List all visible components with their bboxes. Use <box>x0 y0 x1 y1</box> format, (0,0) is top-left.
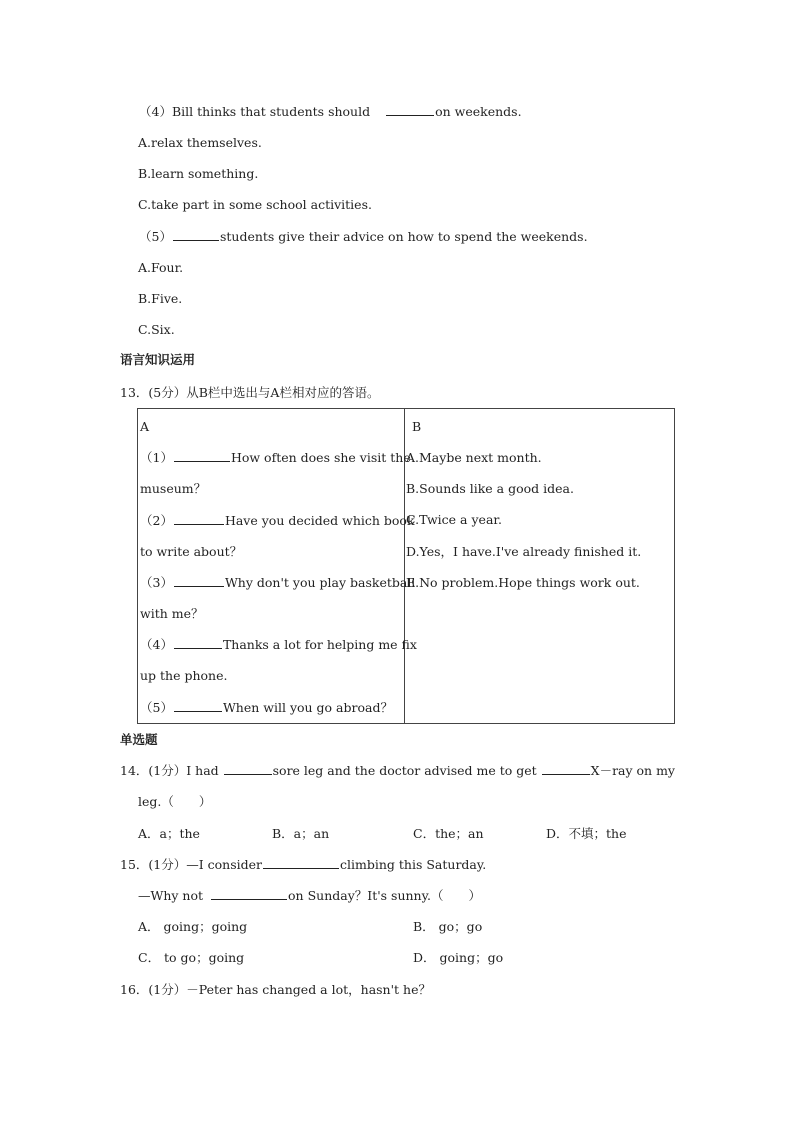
section-heading-language: 语言知识运用 <box>120 352 196 367</box>
q12-sub5-option-a: A.Four. <box>138 260 184 275</box>
column-a-header: A <box>140 419 150 434</box>
q15-option-d[interactable]: D． going；go <box>413 950 504 965</box>
b-item-d: D.Yes，I have.I've already finished it. <box>406 544 642 559</box>
q14-option-d[interactable]: D．不填；the <box>546 826 627 841</box>
answer-blank[interactable] <box>174 700 222 712</box>
q12-sub4-option-a: A.relax themselves. <box>138 135 262 150</box>
answer-blank[interactable] <box>386 104 434 116</box>
answer-blank[interactable] <box>174 450 230 462</box>
a-item-4-line1: （4） Thanks a lot for helping me fix <box>140 637 417 652</box>
answer-blank[interactable] <box>224 763 272 775</box>
answer-blank[interactable] <box>174 575 224 587</box>
q15-stem-line1: 15．(1分）—I consider climbing this Saturday. <box>120 857 487 872</box>
q15-option-a[interactable]: A． going；going <box>138 919 248 934</box>
q12-sub4-stem: （4）Bill thinks that students should on weekends. <box>139 104 522 119</box>
b-item-a: A.Maybe next month. <box>406 450 542 465</box>
q12-sub5-option-b: B.Five. <box>138 291 183 306</box>
answer-blank[interactable] <box>173 229 219 241</box>
answer-blank[interactable] <box>263 857 339 869</box>
q12-sub4-option-b: B.learn something. <box>138 166 259 181</box>
a-item-2-line1: （2） Have you decided which book <box>140 513 415 528</box>
q15-option-c[interactable]: C． to go；going <box>138 950 245 965</box>
q12-sub5-option-c: C.Six. <box>138 322 175 337</box>
answer-blank[interactable] <box>174 637 222 649</box>
q14-option-b[interactable]: B．a；an <box>272 826 330 841</box>
q12-sub5-stem: （5） students give their advice on how to spend the weekends. <box>139 229 588 244</box>
column-b-header: B <box>412 419 422 434</box>
a-item-1-line1: （1） How often does she visit the <box>140 450 411 465</box>
q15-stem-line2: —Why not on Sunday？It's sunny.（ ） <box>138 888 481 903</box>
b-item-c: C.Twice a year. <box>406 512 502 527</box>
b-item-e: E.No problem.Hope things work out. <box>406 575 640 590</box>
answer-blank[interactable] <box>542 763 590 775</box>
a-item-3-line1: （3） Why don't you play basketball <box>140 575 416 590</box>
b-item-b: B.Sounds like a good idea. <box>406 481 574 496</box>
q14-option-a[interactable]: A．a；the <box>138 826 200 841</box>
q14-stem-line2: leg.（ ） <box>138 794 212 809</box>
a-item-5: （5） When will you go abroad？ <box>140 700 393 715</box>
q14-stem-line1: 14．(1分）I had sore leg and the doctor advised me to get X－ray on my <box>120 763 675 778</box>
section-heading-single-choice: 单选题 <box>120 732 158 747</box>
q16-stem: 16．(1分）－Peter has changed a lot，hasn't he？ <box>120 982 431 997</box>
matching-table <box>137 408 675 724</box>
answer-blank[interactable] <box>174 513 224 525</box>
a-item-1-line2: museum？ <box>140 481 207 496</box>
a-item-4-line2: up the phone. <box>140 668 228 683</box>
a-item-2-line2: to write about？ <box>140 544 243 559</box>
a-item-3-line2: with me？ <box>140 606 204 621</box>
q15-option-b[interactable]: B． go；go <box>413 919 483 934</box>
q14-option-c[interactable]: C．the；an <box>413 826 484 841</box>
q13-stem: 13．(5分）从B栏中选出与A栏相对应的答语。 <box>120 385 380 400</box>
answer-blank[interactable] <box>211 888 287 900</box>
q12-sub4-option-c: C.take part in some school activities. <box>138 197 372 212</box>
